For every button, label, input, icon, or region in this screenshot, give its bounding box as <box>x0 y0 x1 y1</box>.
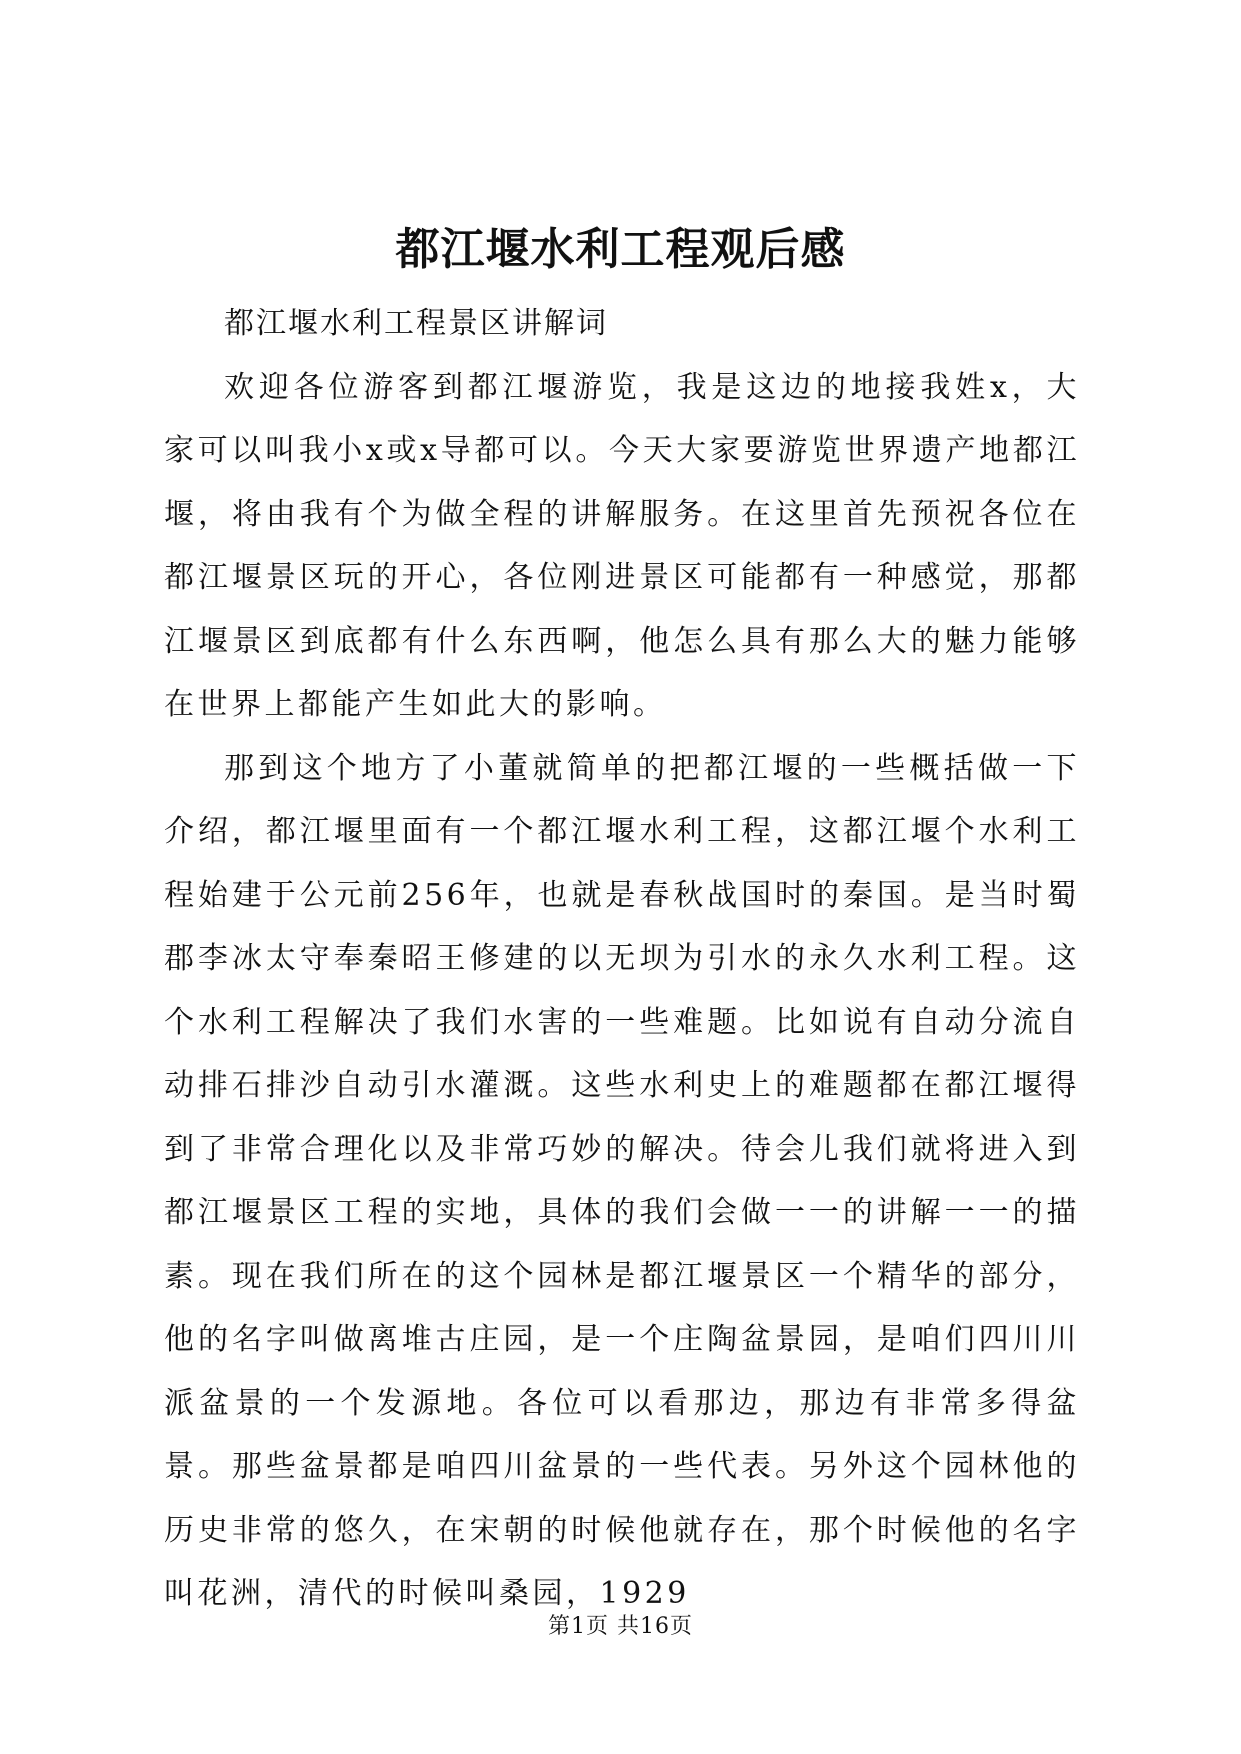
document-body <box>164 292 1080 1626</box>
paragraph-introduction: 那到这个地方了小董就简单的把都江堰的一些概括做一下介绍，都江堰里面有一个都江堰水利工程，这都江堰个水利工程始建于公元前256年，也就是春秋战国时的秦国。是当时蜀郡李冰太守奉秦昭王修建的以无坝为引水的永久水利工程。这个水利工程解决了我们水害的一些难题。比如说有自动分流自动排石排沙自动引水灌溉。这些水利史上的难题都在都江堰得到了非常合理化以及非常巧妙的解决。待会儿我们就将进入到都江堰景区工程的实地，具体的我们会做一一的讲解一一的描素。现在我们所在的这个园林是都江堰景区一个精华的部分，他的名字叫做离堆古庄园，是一个庄陶盆景园，是咱们四川川派盆景的一个发源地。各位可以看那边，那边有非常多得盆景。那些盆景都是咱四川盆景的一些代表。另外这个园林他的历史非常的悠久，在宋朝的时候他就存在，那个时候他的名字叫花洲，清代的时候叫桑园，1929 <box>164 750 1080 1611</box>
page-number-footer: 第1页 共16页 <box>548 1614 693 1639</box>
paragraph-welcome: 欢迎各位游客到都江堰游览，我是这边的地接我姓x，大家可以叫我小x或x导都可以。今天大家要游览世界遗产地都江堰，将由我有个为做全程的讲解服务。在这里首先预祝各位在都江堰景区玩的开心，各位刚进景区可能都有一种感觉，那都江堰景区到底都有什么东西啊，他怎么具有那么大的魅力能够在世界上都能产生如此大的影响。 <box>164 369 1080 722</box>
document-title: 都江堰水利工程观后感 <box>395 224 846 275</box>
section-heading: 都江堰水利工程景区讲解词 <box>224 306 608 341</box>
